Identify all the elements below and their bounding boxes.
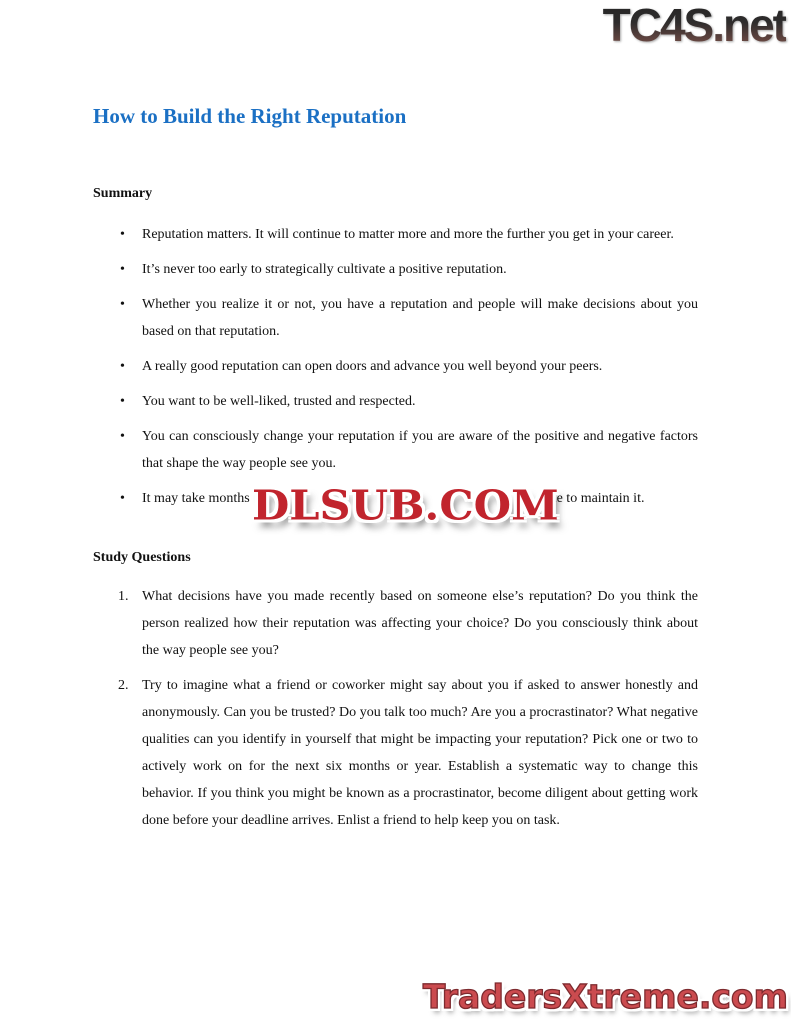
bullet-icon: •: [120, 491, 125, 506]
question-text: Try to imagine what a friend or coworker might say about you if asked to answer honestly and anonymously. Can you be trusted? Do you talk too much? Are you a procrastinator? What negative qualities can you identify in yourself that might be impacting your reputation? Pick one or two to actively work on for the next six months or year. Establish a systematic way to change this behavior. If you think you might be known as a procrastinator, become diligent about getting work done before your deadline arrives. Enlist a friend to help keep you on task.: [142, 678, 698, 828]
summary-heading: Summary: [93, 186, 153, 201]
bullet-text-left-fragment: It may take months: [142, 491, 250, 506]
list-item: [93, 672, 698, 834]
bullet-text: You want to be well-liked, trusted and respected.: [142, 394, 416, 409]
question-number: 1.: [118, 589, 129, 604]
list-item: [93, 291, 698, 345]
bullet-text: Reputation matters. It will continue to matter more and more the further you get in your career.: [142, 227, 674, 242]
bullet-icon: •: [120, 394, 125, 409]
bullet-text: It’s never too early to strategically cultivate a positive reputation.: [142, 262, 507, 277]
bullet-text: A really good reputation can open doors and advance you well beyond your peers.: [142, 359, 603, 374]
summary-bullet-list: [93, 221, 698, 512]
page-title: How to Build the Right Reputation: [93, 104, 407, 128]
bullet-text: Whether you realize it or not, you have a reputation and people will make decisions about you based on that reputation.: [142, 297, 698, 339]
study-questions-heading: Study Questions: [93, 550, 191, 565]
bullet-icon: •: [120, 262, 125, 277]
question-number: 2.: [118, 678, 129, 693]
dlsub-watermark: DLSUB.COM: [252, 482, 559, 530]
list-item: [93, 423, 698, 477]
document-content: [93, 0, 698, 842]
list-item: [93, 353, 698, 380]
bullet-icon: •: [120, 227, 125, 242]
bullet-icon: •: [120, 429, 125, 444]
tc4s-site-logo: TC4S.net: [602, 0, 786, 51]
list-item: [93, 388, 698, 415]
bullet-icon: •: [120, 297, 125, 312]
list-item: [93, 256, 698, 283]
question-text: What decisions have you made recently based on someone else’s reputation? Do you think the person realized how their reputation was affecting your choice? Do you consciously think about the way people see you?: [142, 589, 698, 658]
list-item: [93, 583, 698, 664]
list-item: [93, 221, 698, 248]
bullet-icon: •: [120, 359, 125, 374]
bullet-text: You can consciously change your reputation if you are aware of the positive and negative factors that shape the way people see you.: [142, 429, 698, 471]
bullet-text-right-fragment: me to maintain it.: [545, 491, 645, 506]
tradersxtreme-watermark: TradersXtreme.com: [422, 977, 788, 1016]
study-questions-list: [93, 583, 698, 834]
